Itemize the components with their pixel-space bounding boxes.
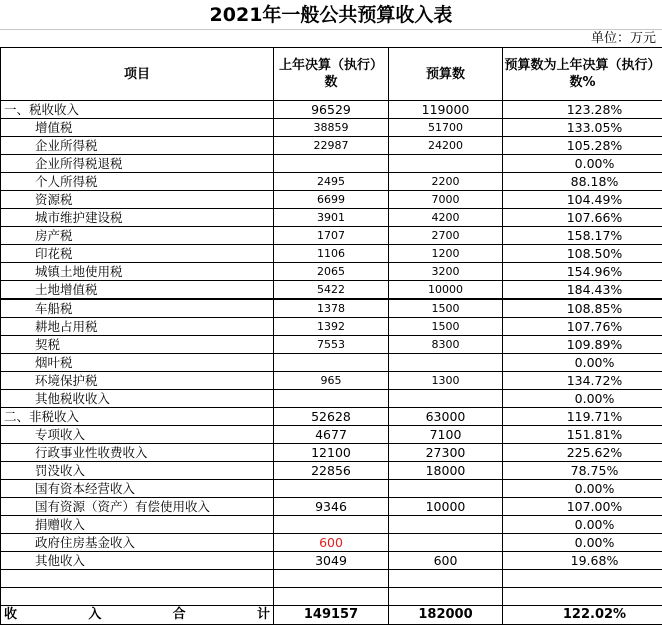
row-item-name: 其他收入 <box>1 552 274 570</box>
row-prev-value: 3049 <box>274 552 389 570</box>
header-prev: 上年决算（执行）数 <box>274 48 389 101</box>
total-label <box>1 606 274 625</box>
row-ratio-value: 184.43% <box>503 281 662 300</box>
total-prev-value: 149157 <box>274 606 389 625</box>
row-prev-value: 22987 <box>274 137 389 155</box>
table-row <box>1 480 662 498</box>
row-ratio-value: 108.85% <box>503 299 662 318</box>
row-budget-value: 1500 <box>389 318 503 336</box>
row-ratio-value: 0.00% <box>503 534 662 552</box>
row-prev-value <box>274 390 389 408</box>
table-header-row <box>1 48 662 101</box>
table-row <box>1 101 662 119</box>
unit-label: 单位：万元 <box>590 31 656 46</box>
total-label-char: 入 <box>88 607 102 622</box>
row-budget-value <box>389 354 503 372</box>
table-row <box>1 336 662 354</box>
table-row <box>1 173 662 191</box>
row-prev-value: 1378 <box>274 299 389 318</box>
row-budget-value <box>389 534 503 552</box>
row-ratio-value: 78.75% <box>503 462 662 480</box>
row-budget-value: 18000 <box>389 462 503 480</box>
page-title: 2021年一般公共预算收入表 <box>0 0 662 30</box>
table-row <box>1 245 662 263</box>
row-item-name: 契税 <box>1 336 274 354</box>
row-ratio-value: 0.00% <box>503 155 662 173</box>
row-prev-value <box>274 516 389 534</box>
blank-cell <box>503 588 662 606</box>
row-prev-value: 1392 <box>274 318 389 336</box>
row-item-name: 其他税收收入 <box>1 390 274 408</box>
row-item-name: 行政事业性收费收入 <box>1 444 274 462</box>
row-ratio-value: 109.89% <box>503 336 662 354</box>
row-budget-value: 2200 <box>389 173 503 191</box>
budget-table <box>0 47 662 625</box>
row-item-name: 车船税 <box>1 299 274 318</box>
row-ratio-value: 225.62% <box>503 444 662 462</box>
row-ratio-value: 119.71% <box>503 408 662 426</box>
row-prev-value <box>274 354 389 372</box>
row-budget-value: 3200 <box>389 263 503 281</box>
row-prev-value: 2495 <box>274 173 389 191</box>
row-budget-value: 63000 <box>389 408 503 426</box>
row-ratio-value: 108.50% <box>503 245 662 263</box>
row-budget-value: 4200 <box>389 209 503 227</box>
row-budget-value: 1200 <box>389 245 503 263</box>
table-row <box>1 390 662 408</box>
row-item-name: 企业所得税 <box>1 137 274 155</box>
row-ratio-value: 151.81% <box>503 426 662 444</box>
row-ratio-value: 123.28% <box>503 101 662 119</box>
row-ratio-value: 158.17% <box>503 227 662 245</box>
blank-row <box>1 570 662 588</box>
row-prev-value: 5422 <box>274 281 389 300</box>
table-row <box>1 137 662 155</box>
row-budget-value: 8300 <box>389 336 503 354</box>
header-item: 项目 <box>1 48 274 101</box>
table-row <box>1 119 662 137</box>
row-prev-value: 600 <box>274 534 389 552</box>
row-prev-value: 96529 <box>274 101 389 119</box>
table-row <box>1 155 662 173</box>
row-budget-value: 10000 <box>389 498 503 516</box>
row-item-name: 企业所得税退税 <box>1 155 274 173</box>
total-row <box>1 606 662 625</box>
row-item-name: 土地增值税 <box>1 281 274 300</box>
table-row <box>1 462 662 480</box>
row-budget-value: 51700 <box>389 119 503 137</box>
row-ratio-value: 104.49% <box>503 191 662 209</box>
row-prev-value: 1707 <box>274 227 389 245</box>
blank-cell <box>274 570 389 588</box>
row-item-name: 城市维护建设税 <box>1 209 274 227</box>
row-prev-value: 38859 <box>274 119 389 137</box>
row-item-name: 国有资本经营收入 <box>1 480 274 498</box>
row-item-name: 一、税收收入 <box>1 101 274 119</box>
row-ratio-value: 19.68% <box>503 552 662 570</box>
row-prev-value <box>274 480 389 498</box>
header-ratio: 预算数为上年决算（执行）数% <box>503 48 662 101</box>
row-budget-value <box>389 155 503 173</box>
table-row <box>1 516 662 534</box>
row-ratio-value: 0.00% <box>503 480 662 498</box>
row-item-name: 耕地占用税 <box>1 318 274 336</box>
row-budget-value: 7100 <box>389 426 503 444</box>
table-row <box>1 552 662 570</box>
table-row <box>1 534 662 552</box>
row-ratio-value: 0.00% <box>503 390 662 408</box>
row-prev-value: 4677 <box>274 426 389 444</box>
row-item-name: 国有资源（资产）有偿使用收入 <box>1 498 274 516</box>
total-ratio-value: 122.02% <box>503 606 662 625</box>
row-budget-value <box>389 516 503 534</box>
row-item-name: 烟叶税 <box>1 354 274 372</box>
row-item-name: 城镇土地使用税 <box>1 263 274 281</box>
blank-cell <box>389 570 503 588</box>
row-budget-value: 27300 <box>389 444 503 462</box>
row-budget-value: 600 <box>389 552 503 570</box>
table-row <box>1 263 662 281</box>
table-row <box>1 281 662 300</box>
table-row <box>1 191 662 209</box>
row-item-name: 印花税 <box>1 245 274 263</box>
row-prev-value: 12100 <box>274 444 389 462</box>
table-row <box>1 227 662 245</box>
table-row <box>1 354 662 372</box>
table-row <box>1 372 662 390</box>
row-ratio-value: 88.18% <box>503 173 662 191</box>
row-ratio-value: 154.96% <box>503 263 662 281</box>
row-prev-value: 7553 <box>274 336 389 354</box>
row-budget-value: 10000 <box>389 281 503 300</box>
row-ratio-value: 0.00% <box>503 354 662 372</box>
table-row <box>1 426 662 444</box>
row-budget-value <box>389 390 503 408</box>
total-label-char: 计 <box>256 607 270 622</box>
row-ratio-value: 107.66% <box>503 209 662 227</box>
row-item-name: 罚没收入 <box>1 462 274 480</box>
row-budget-value: 1500 <box>389 299 503 318</box>
row-prev-value: 3901 <box>274 209 389 227</box>
row-ratio-value: 107.76% <box>503 318 662 336</box>
row-item-name: 房产税 <box>1 227 274 245</box>
row-prev-value: 6699 <box>274 191 389 209</box>
blank-cell <box>1 588 274 606</box>
row-prev-value: 2065 <box>274 263 389 281</box>
row-item-name: 个人所得税 <box>1 173 274 191</box>
row-prev-value: 9346 <box>274 498 389 516</box>
blank-cell <box>274 588 389 606</box>
blank-row <box>1 588 662 606</box>
row-item-name: 政府住房基金收入 <box>1 534 274 552</box>
row-prev-value: 965 <box>274 372 389 390</box>
row-ratio-value: 134.72% <box>503 372 662 390</box>
total-label-char: 收 <box>4 607 18 622</box>
row-budget-value <box>389 480 503 498</box>
total-label-char: 合 <box>172 607 186 622</box>
row-prev-value: 52628 <box>274 408 389 426</box>
row-budget-value: 24200 <box>389 137 503 155</box>
blank-cell <box>503 570 662 588</box>
row-prev-value <box>274 155 389 173</box>
row-ratio-value: 105.28% <box>503 137 662 155</box>
row-budget-value: 1300 <box>389 372 503 390</box>
row-ratio-value: 0.00% <box>503 516 662 534</box>
row-item-name: 增值税 <box>1 119 274 137</box>
row-item-name: 捐赠收入 <box>1 516 274 534</box>
row-prev-value: 1106 <box>274 245 389 263</box>
table-row <box>1 299 662 318</box>
row-ratio-value: 133.05% <box>503 119 662 137</box>
table-row <box>1 209 662 227</box>
total-budget-value: 182000 <box>389 606 503 625</box>
row-item-name: 专项收入 <box>1 426 274 444</box>
row-ratio-value: 107.00% <box>503 498 662 516</box>
row-item-name: 资源税 <box>1 191 274 209</box>
header-budget: 预算数 <box>389 48 503 101</box>
table-row <box>1 408 662 426</box>
blank-cell <box>389 588 503 606</box>
row-item-name: 二、非税收入 <box>1 408 274 426</box>
row-prev-value: 22856 <box>274 462 389 480</box>
row-budget-value: 2700 <box>389 227 503 245</box>
blank-cell <box>1 570 274 588</box>
table-row <box>1 498 662 516</box>
row-budget-value: 119000 <box>389 101 503 119</box>
row-item-name: 环境保护税 <box>1 372 274 390</box>
row-budget-value: 7000 <box>389 191 503 209</box>
table-row <box>1 444 662 462</box>
table-row <box>1 318 662 336</box>
